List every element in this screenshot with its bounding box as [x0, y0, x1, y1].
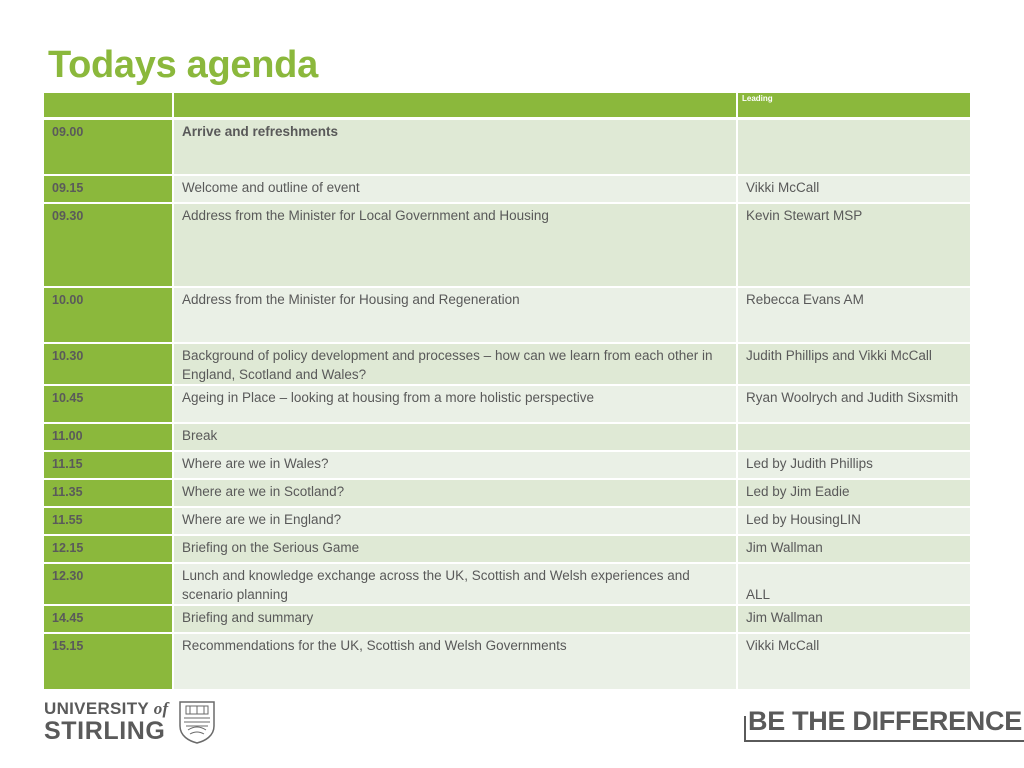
lead-cell: Kevin Stewart MSP — [738, 204, 972, 288]
time-cell: 11.55 — [44, 508, 174, 536]
item-cell: Where are we in England? — [174, 508, 738, 536]
item-cell: Where are we in Scotland? — [174, 480, 738, 508]
lead-cell — [738, 424, 972, 452]
lead-cell: Ryan Woolrych and Judith Sixsmith — [738, 386, 972, 424]
header-lead-cell: Leading — [738, 93, 972, 120]
table-row — [44, 536, 972, 564]
tagline: BE THE DIFFERENCE — [748, 706, 1022, 736]
item-cell: Address from the Minister for Local Government and Housing — [174, 204, 738, 288]
item-cell: Briefing on the Serious Game — [174, 536, 738, 564]
item-cell: Background of policy development and processes – how can we learn from each other in England, Scotland and Wales? — [174, 344, 738, 386]
table-row — [44, 452, 972, 480]
table-row — [44, 480, 972, 508]
item-cell: Recommendations for the UK, Scottish and Welsh Governments — [174, 634, 738, 691]
table-row — [44, 606, 972, 634]
table-row — [44, 204, 972, 288]
table-row — [44, 120, 972, 176]
lead-cell: Led by HousingLIN — [738, 508, 972, 536]
lead-cell: Vikki McCall — [738, 176, 972, 204]
lead-cell: Led by Judith Phillips — [738, 452, 972, 480]
table-header-row — [44, 93, 972, 120]
time-cell: 09.30 — [44, 204, 174, 288]
item-cell: Arrive and refreshments — [174, 120, 738, 176]
page-title: Todays agenda — [48, 44, 318, 86]
item-cell: Welcome and outline of event — [174, 176, 738, 204]
tagline-tick — [744, 716, 746, 742]
logo-line1: UNIVERSITY — [44, 699, 149, 718]
table-row — [44, 564, 972, 606]
agenda-table — [44, 93, 972, 691]
time-cell: 09.00 — [44, 120, 174, 176]
tagline-underline — [744, 740, 1024, 742]
logo-of: of — [153, 699, 169, 718]
lead-cell: Led by Jim Eadie — [738, 480, 972, 508]
lead-cell: Vikki McCall — [738, 634, 972, 691]
university-crest-icon — [178, 700, 216, 744]
table-row — [44, 176, 972, 204]
time-cell: 10.30 — [44, 344, 174, 386]
time-cell: 12.30 — [44, 564, 174, 606]
time-cell: 10.00 — [44, 288, 174, 344]
lead-cell: ALL — [738, 564, 972, 606]
table-row — [44, 508, 972, 536]
time-cell: 09.15 — [44, 176, 174, 204]
lead-cell — [738, 120, 972, 176]
university-logo — [44, 699, 169, 743]
time-cell: 11.15 — [44, 452, 174, 480]
lead-cell: Rebecca Evans AM — [738, 288, 972, 344]
item-cell: Lunch and knowledge exchange across the UK, Scottish and Welsh experiences and scenario planning — [174, 564, 738, 606]
table-row — [44, 386, 972, 424]
item-cell: Break — [174, 424, 738, 452]
item-cell: Address from the Minister for Housing and Regeneration — [174, 288, 738, 344]
table-row — [44, 288, 972, 344]
table-row — [44, 634, 972, 691]
time-cell: 10.45 — [44, 386, 174, 424]
time-cell: 11.00 — [44, 424, 174, 452]
lead-cell: Jim Wallman — [738, 536, 972, 564]
time-cell: 12.15 — [44, 536, 174, 564]
item-cell: Ageing in Place – looking at housing from a more holistic perspective — [174, 386, 738, 424]
time-cell: 14.45 — [44, 606, 174, 634]
item-cell: Briefing and summary — [174, 606, 738, 634]
lead-cell: Jim Wallman — [738, 606, 972, 634]
logo-line2: STIRLING — [44, 717, 166, 745]
table-row — [44, 344, 972, 386]
item-cell: Where are we in Wales? — [174, 452, 738, 480]
lead-cell: Judith Phillips and Vikki McCall — [738, 344, 972, 386]
header-time-cell — [44, 93, 174, 120]
table-row — [44, 424, 972, 452]
header-item-cell — [174, 93, 738, 120]
time-cell: 15.15 — [44, 634, 174, 691]
time-cell: 11.35 — [44, 480, 174, 508]
